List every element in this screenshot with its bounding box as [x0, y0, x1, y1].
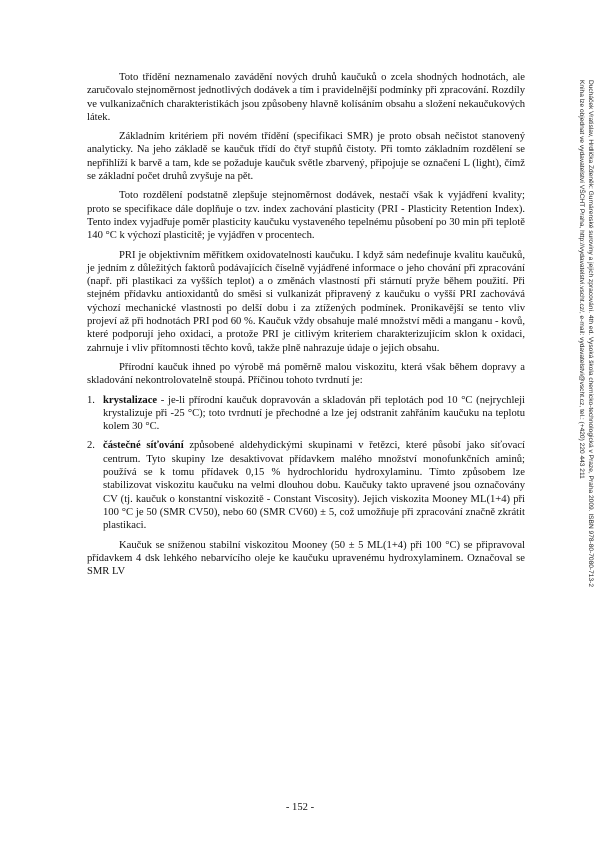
citation-line: Ducháček Vratislav, Hrdlička Zdeněk: Gumárenské suroviny a jejich zpracování. 4th ed. Vysoká škola chemicko-technologická v Praze, Praha 2009. ISBN 978-80-7080-713-2 [587, 80, 594, 587]
side-citation [551, 80, 595, 600]
paragraph: Přírodní kaučuk ihned po výrobě má poměrně malou viskozitu, která však během dopravy a skladování nekontrolovatelně stoupá. Příčinou tohoto tvrdnutí je: [87, 361, 525, 387]
list-text: - je-li přírodní kaučuk dopravován a skladován při teplotách pod 10 °C (nejrychleji krystalizuje při -25 °C); toto tvrdnutí je přechodné a lze jej odstranit zahřáním kaučuku na teplotu kolem 30 °C. [103, 394, 525, 433]
paragraph: Základním kritériem při novém třídění (specifikaci SMR) je proto obsah nečistot stanovený analyticky. Na jeho základě se kaučuk třídí do čtyř stupňů čistoty. Při tomto základním rozdělení se nepřihlíží k barvě a tam, kde se požaduje kaučuk světle zbarvený, připojuje se označení L (light), čímž se základní počet druhů zvyšuje na pět. [87, 131, 525, 183]
list-number: 2. [87, 440, 95, 452]
list-term: krystalizace [103, 394, 158, 406]
list-item [87, 394, 525, 434]
paragraph: Toto třídění neznamenalo zavádění nových druhů kaučuků o zcela shodných hodnotách, ale zaručovalo stejnoměrnost jednotlivých dodávek a tím i pravidelnější podmínky při zpracování. Rozdíly ve vulkanizačních charakteristikách jsou způsobeny hlavně kolísáním obsahu a složení nekaučukových látek. [87, 72, 525, 123]
list-term: částečné síťování [103, 440, 184, 452]
paragraph: Kaučuk se sníženou stabilní viskozitou Mooney (50 ± 5 ML(1+4) při 100 °C) se připravoval přídavkem 4 dsk lehkého nebarvícího oleje ke kaučuku upravenému hydroxylaminem. Označoval se SMR LV [87, 539, 525, 578]
list-item [87, 439, 525, 532]
cause-list [87, 394, 525, 533]
body-text [87, 71, 525, 584]
list-text: způsobené aldehydickými skupinami v řetězci, které působí jako síťovací centrum. Tyto skupiny lze desaktivovat přídavkem malého množství monofunkčních aminů; používá se k tomu přídavek 0,15 % hydrochloridu hydroxylaminu. Tímto způsobem lze stabilizovat viskozitu kaučuku na velmi dlouhou dobu. Kaučuky takto upravené jsou označovány CV (tj. kaučuk o konstantní viskozitě - Constant Viscosity). Jejich viskozita Mooney ML(1+4) při 100 °C je 50 (SMR CV50), nebo 60 (SMR CV60) ± 5, což umožňuje při zpracování značně zkrátit plastikaci. [103, 440, 526, 532]
paragraph: Toto rozdělení podstatně zlepšuje stejnoměrnost dodávek, nestačí však k vyjádření kvality; proto se specifikace dále doplňuje o tzv. index zachování plasticity (PRI - Plasticity Retention Index). Tento index vyjadřuje poměr plasticity kaučuku vystaveného tepelnému působení po 30 min při teplotě 140 °C k výchozí plasticitě; je vyjádřen v procentech. [87, 190, 525, 242]
page-number: - 152 - [285, 802, 315, 813]
order-info-line: Kniha lze objednat ve vydavatelství VŠCHT Praha, http://vydavatelstvi.vscht.cz/, e-mail: vydavatelstvi@vscht.cz, tel.: (+420) 220 443 211 [578, 80, 585, 479]
paragraph: PRI je objektivním měřítkem oxidovatelnosti kaučuku. I když sám nedefinuje kvalitu kaučuků, je jedním z důležitých faktorů podávajících číselně vyjádřené informace o jeho chování při zpracování (např. při plastikaci za vyšších teplot) a o změnách vlastností při stárnutí pryže během použití. Při stejném přídavku antioxidantů do směsi si vulkanizát připravený z kaučuku o vyšší PRI zachovává výchozí mechanické vlastnosti po delší dobu i za ztížených podmínek. Pronikavější se tento vliv projeví až při hodnotách PRI pod 60 %. Kaučuk vždy obsahuje malé množství mědi a manganu - kovů, které podporují jeho oxidaci, a protože PRI je citlivým kriteriem charakterizujícím sklon k oxidaci, zahrnuje i vliv přítomnosti těchto kovů, takže plně nahrazuje údaje o jejich obsahu. [87, 249, 525, 354]
list-number: 1. [87, 394, 95, 406]
